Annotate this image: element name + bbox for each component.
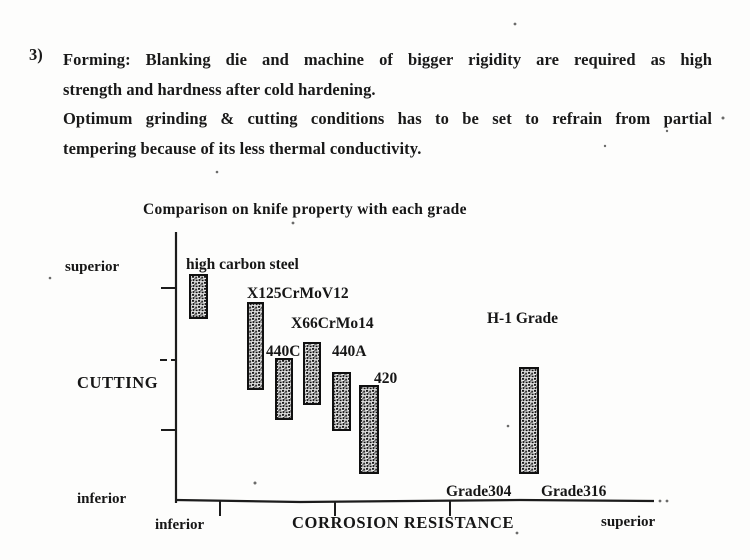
x-axis-line bbox=[176, 500, 654, 502]
bar-high-carbon-steel bbox=[190, 275, 207, 318]
bar-x125crmov12 bbox=[248, 303, 263, 389]
x-axis-title: CORROSION RESISTANCE bbox=[292, 513, 515, 532]
bar-440a bbox=[333, 373, 350, 430]
y-axis-title: CUTTING bbox=[77, 373, 159, 392]
bar-440c bbox=[276, 359, 292, 419]
chart-title: Comparison on knife property with each grade bbox=[143, 201, 467, 218]
bar-label-420: 420 bbox=[374, 370, 398, 387]
list-item-number: 3) bbox=[29, 45, 43, 64]
x-axis-annotations-group bbox=[446, 483, 607, 500]
bar-label-h1-grade: H-1 Grade bbox=[487, 310, 559, 327]
bar-label-440a: 440A bbox=[332, 343, 367, 360]
bar-420 bbox=[360, 386, 378, 473]
bars-group bbox=[186, 256, 558, 473]
paragraph-line-2: strength and hardness after cold hardening. bbox=[63, 79, 376, 99]
bar-x66crmo14 bbox=[304, 343, 320, 404]
y-axis-inferior-label: inferior bbox=[77, 491, 127, 507]
bar-label-x125crmov12: X125CrMoV12 bbox=[247, 285, 349, 302]
bar-label-440c: 440C bbox=[266, 343, 301, 360]
paragraph-line-4: tempering because of its less thermal conductivity. bbox=[63, 138, 422, 158]
x-axis-inferior-label: inferior bbox=[155, 517, 205, 533]
y-axis-superior-label: superior bbox=[65, 259, 120, 275]
paragraph-line-1: Forming: Blanking die and machine of bigger rigidity are required as high bbox=[63, 50, 712, 69]
bar-h1-grade bbox=[520, 368, 538, 473]
x-axis-annotation-grade316: Grade316 bbox=[541, 483, 607, 500]
scan-artifacts bbox=[49, 23, 725, 535]
paragraph-line-3: Optimum grinding & cutting conditions has to be set to refrain from partial bbox=[63, 109, 712, 129]
x-axis-annotation-grade304: Grade304 bbox=[446, 483, 512, 500]
bar-label-x66crmo14: X66CrMo14 bbox=[291, 315, 374, 332]
bar-label-high-carbon-steel: high carbon steel bbox=[186, 256, 299, 273]
x-axis-end-dots bbox=[659, 500, 669, 503]
x-axis-superior-label: superior bbox=[601, 514, 656, 530]
